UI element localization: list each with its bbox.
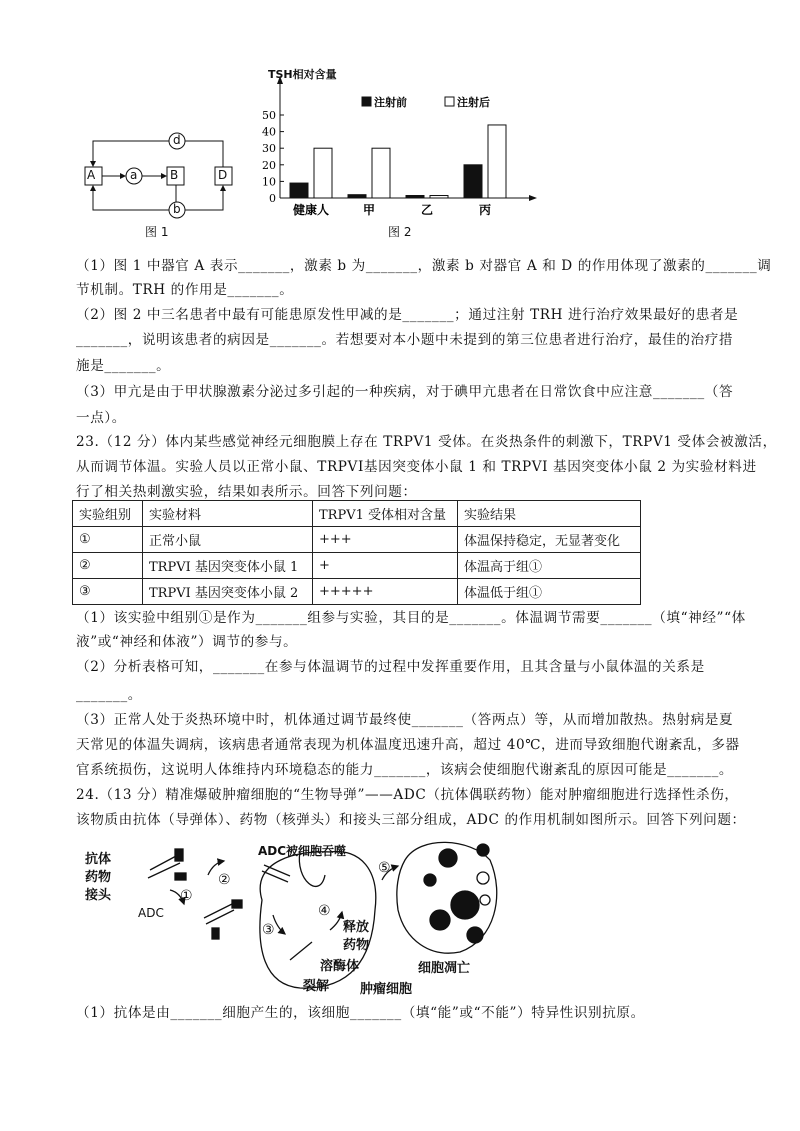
label-drug: 药物 [85, 870, 112, 885]
node-A-label: A [87, 168, 96, 182]
bar-注射前-丙 [464, 165, 482, 198]
bar-注射前-健康人 [290, 183, 308, 198]
label-release-drug: 药物 [343, 938, 370, 953]
label-tumor-cell: 肿瘤细胞 [360, 982, 413, 997]
question-line: 节机制。TRH 的作用是_______。 [76, 282, 294, 298]
figure-1-caption: 图 1 [145, 225, 169, 239]
step-3: ③ [262, 922, 275, 938]
node-d-label: d [173, 133, 181, 147]
experiment-table [72, 500, 641, 605]
label-linker: 接头 [85, 888, 112, 903]
table-row [73, 553, 641, 579]
question-line: （3）正常人处于炎热环境中时，机体通过调节最终使_______（答两点）等，从而增加散热。热射病是夏 [76, 712, 734, 728]
question-line: （2）图 2 中三名患者中最有可能患原发性甲减的是_______；通过注射 TRH 进行治疗效果最好的患者是 [76, 307, 739, 323]
bar-注射后-健康人 [314, 148, 332, 198]
cell: ③ [73, 579, 143, 605]
cell: 正常小鼠 [143, 527, 313, 553]
step-2: ② [218, 872, 231, 888]
y-tick-label: 10 [262, 175, 276, 189]
question-line: 从而调节体温。实验人员以正常小鼠、TRPVI基因突变体小鼠 1 和 TRPVI 基因突变体小鼠 2 为实验材料进 [76, 459, 757, 475]
header-cell: 实验结果 [458, 501, 641, 527]
y-tick-label: 50 [262, 109, 276, 122]
question-line: （1）图 1 中器官 A 表示_______，激素 b 为_______，激素 b 对器官 A 和 D 的作用体现了激素的_______调 [76, 258, 772, 274]
legend-swatch [445, 97, 454, 106]
question-line: 天常见的体温失调病，该病患者通常表现为机体温度迅速升高，超过 40℃，进而导致细胞代谢紊乱，多器 [76, 737, 740, 753]
node-B-label: B [170, 168, 179, 182]
table-row [73, 527, 641, 553]
question-line: 24.（13 分）精准爆破肿瘤细胞的“生物导弹”——ADC（抗体偶联药物）能对肿瘤细胞进行选择性杀伤， [76, 787, 739, 803]
step-4: ④ [318, 903, 331, 919]
bar-注射后-甲 [372, 148, 390, 198]
cell: ② [73, 553, 143, 579]
question-line: （3）甲亢是由于甲状腺激素分泌过多引起的一种疾病，对于碘甲亢患者在日常饮食中应注意_______（答 [76, 384, 734, 400]
question-line: 一点）。 [76, 410, 126, 426]
question-line: 该物质由抗体（导弹体）、药物（核弹头）和接头三部分组成，ADC 的作用机制如图所示。回答下列问题： [76, 812, 746, 828]
header-cell: TRPV1 受体相对含量 [313, 501, 458, 527]
table-header-row [73, 501, 641, 527]
question-line: 官系统损伤，这说明人体维持内环境稳态的能力_______，该病会使细胞代谢紊乱的原因可能是_______。 [76, 762, 734, 778]
label-apoptosis: 细胞凋亡 [418, 961, 471, 976]
chart-ylabel: TSH相对含量 [268, 68, 337, 81]
bar-注射后-乙 [430, 196, 448, 198]
bar-注射前-甲 [348, 195, 366, 198]
cell: TRPVI 基因突变体小鼠 1 [143, 553, 313, 579]
node-b-label: b [173, 202, 181, 216]
cell: 体温高于组① [458, 553, 641, 579]
question-line: 23.（12 分）体内某些感觉神经元细胞膜上存在 TRPV1 受体。在炎热条件的刺激下，TRPV1 受体会被激活， [76, 434, 777, 450]
y-tick-label: 0 [269, 192, 276, 205]
question-line: _______。 [76, 687, 142, 703]
bar-注射前-乙 [406, 196, 424, 198]
step-5: ⑤ [378, 860, 391, 876]
question-line: 行了相关热刺激实验，结果如表所示。回答下列问题： [76, 484, 417, 500]
tsh-bar-chart [262, 76, 537, 217]
cell: + [313, 553, 458, 579]
y-tick-label: 30 [262, 142, 276, 156]
table-row [73, 579, 641, 605]
header-cell: 实验组别 [73, 501, 143, 527]
y-tick-label: 40 [262, 125, 276, 139]
cell: 体温保持稳定，无显著变化 [458, 527, 641, 553]
bar-注射后-丙 [488, 125, 506, 198]
x-axis-arrow [529, 195, 537, 201]
label-engulf: ADC被细胞吞噬 [258, 844, 347, 858]
x-tick-label: 健康人 [292, 203, 330, 217]
node-a-label: a [130, 168, 138, 182]
question-line: 施是_______。 [76, 358, 171, 374]
legend-label: 注射后 [457, 96, 490, 109]
x-tick-label: 丙 [478, 203, 492, 217]
question-line: （1）抗体是由_______细胞产生的，该细胞_______（填“能”或“不能”）特异性识别抗原。 [76, 1005, 645, 1021]
x-tick-label: 甲 [362, 203, 376, 217]
cell: ① [73, 527, 143, 553]
question-line: _______，说明该患者的病因是_______。若想要对本小题中未提到的第三位患者进行治疗，最佳的治疗措 [76, 332, 734, 348]
figure-2-caption: 图 2 [388, 225, 412, 239]
cell: TRPVI 基因突变体小鼠 2 [143, 579, 313, 605]
step-1: ① [180, 888, 193, 904]
question-line: 液”或“神经和体液”）调节的参与。 [76, 634, 298, 650]
question-line: （2）分析表格可知，_______在参与体温调节的过程中发挥重要作用，且其含量与小鼠体温的关系是 [76, 659, 705, 675]
cell: +++ [313, 527, 458, 553]
legend-label: 注射前 [374, 96, 407, 109]
label-antibody: 抗体 [85, 852, 112, 867]
label-release: 释放 [343, 920, 370, 935]
cell: +++++ [313, 579, 458, 605]
cell: 体温低于组① [458, 579, 641, 605]
header-cell: 实验材料 [143, 501, 313, 527]
node-D-label: D [218, 168, 228, 182]
label-adc: ADC [138, 906, 164, 920]
legend-swatch [362, 97, 371, 106]
label-lysosome: 溶酶体 [320, 959, 360, 974]
y-tick-label: 20 [262, 158, 276, 172]
x-tick-label: 乙 [420, 203, 434, 217]
label-lysis: 裂解 [303, 979, 330, 994]
question-line: （1）该实验中组别①是作为_______组参与实验，其目的是_______。体温调节需要_______（填“神经”“体 [76, 610, 746, 626]
